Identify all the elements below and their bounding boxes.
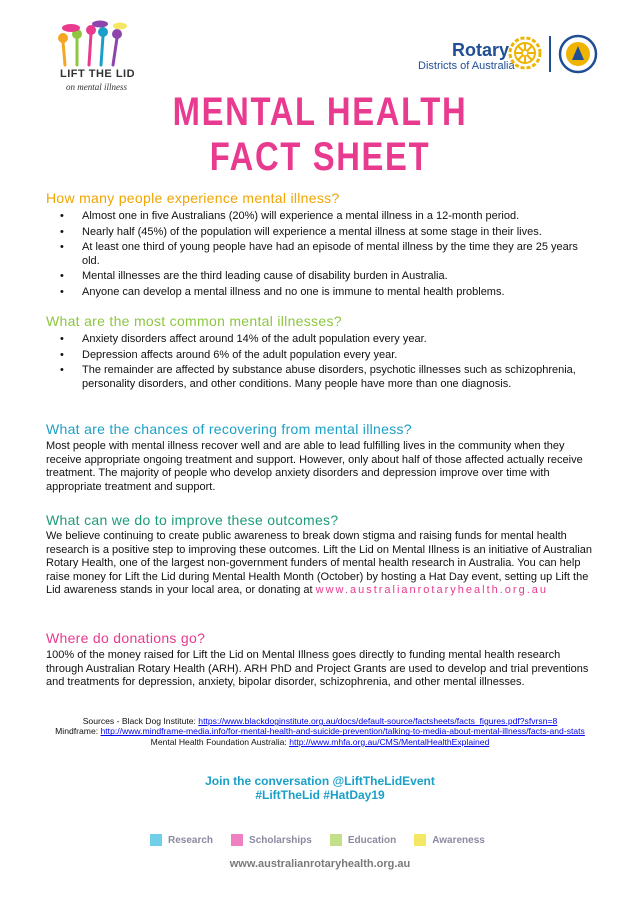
donations-paragraph: 100% of the money raised for Lift the Lid on Mental Illness goes directly to funding mental health research through Australian Rotary Health (ARH). ARH PhD and Project Grants are used to develop and trial preventions and treatments for depression, anxiety, bipolar disorder, schizophrenia, and other mental illnesses.	[46, 649, 589, 689]
source-mindframe	[30, 726, 610, 736]
list-item: • Anxiety disorders affect around 14% of the adult population every year.	[60, 333, 580, 347]
legend-item-education	[330, 832, 396, 848]
source-link-mhfa[interactable]: http://www.mhfa.org.au/CMS/MentalHealthExplained	[289, 736, 490, 747]
education-swatch-icon	[330, 834, 342, 846]
legend-item-research	[150, 832, 213, 848]
raised-hands-icon	[55, 20, 165, 70]
list-item: • Nearly half (45%) of the population will experience a mental illness at some stage in their lives.	[60, 226, 580, 240]
legend-label: Awareness	[432, 834, 485, 846]
arh-website-link[interactable]: www.australianrotaryhealth.org.au	[315, 584, 548, 597]
legend-label: Research	[168, 834, 214, 846]
heading-donations: Where do donations go?	[46, 630, 206, 646]
page-title-line-1: MENTAL HEALTH	[172, 90, 468, 134]
improve-text: We believe continuing to create public awareness to break down stigma and raising funds for mental health research is a positive step to improving these outcomes. Lift the Lid on Mental Illness is an initiative of Australian Rotary Health, one of the largest non-government funders of mental health research in Australia. You can help raise money for Lift the Lid during Mental Health Month (October) by hosting a Hat Day event, setting up Lift the Lid awareness stands in your local area, or donating at	[46, 530, 593, 597]
source-link-mindframe[interactable]: http://www.mindframe-media.info/for-mental-health-and-suicide-prevention/talking-to-media-about-mental-illness/facts-and-stats	[100, 726, 585, 737]
heading-common-illnesses: What are the most common mental illnesses?	[46, 313, 342, 329]
list-item: • Anyone can develop a mental illness and no one is immune to mental health problems.	[60, 286, 580, 300]
social-callout	[0, 774, 640, 802]
footer-website[interactable]: www.australianrotaryhealth.org.au	[229, 858, 411, 870]
list-item: • Mental illnesses are the third leading cause of disability burden in Australia.	[60, 270, 580, 284]
hashtags-line: #LiftTheLid #HatDay19	[255, 788, 385, 802]
rotary-wheel-icon	[508, 36, 542, 70]
source-label: Mental Health Foundation Australia:	[150, 736, 290, 747]
source-label: Sources - Black Dog Institute:	[82, 716, 199, 726]
list-item: • The remainder are affected by substance abuse disorders, psychotic illnesses such as schizophrenia, personality disorders, and other conditions. Many people have more than one diagnosis.	[60, 364, 580, 391]
list-item: • Almost one in five Australians (20%) will experience a mental illness in a 12-month period.	[60, 210, 580, 224]
research-swatch-icon	[150, 834, 162, 846]
lift-the-lid-wordmark: LIFT THE LID	[60, 68, 136, 80]
legend-label: Education	[347, 834, 397, 846]
source-link-black-dog[interactable]: https://www.blackdoginstitute.org.au/docs/default-source/factsheets/facts_figures.pdf?sfvrsn=8	[198, 716, 558, 726]
rotary-wordmark: Rotary	[452, 40, 510, 60]
how-many-list	[60, 210, 580, 301]
rotary-districts: Districts of Australia	[418, 60, 515, 72]
heading-recovering: What are the chances of recovering from mental illness?	[46, 421, 412, 437]
logo-divider	[549, 36, 551, 72]
social-handle-line: Join the conversation @LiftTheLidEvent	[205, 774, 435, 788]
sources-block	[30, 716, 610, 747]
source-label: Mindframe:	[55, 726, 101, 737]
australian-rotary-health-logo	[558, 34, 598, 74]
heading-improve-outcomes: What can we do to improve these outcomes?	[46, 512, 339, 528]
source-mhfa	[30, 737, 610, 747]
scholarships-swatch-icon	[231, 834, 243, 846]
legend-label: Scholarships	[249, 834, 312, 846]
heading-how-many: How many people experience mental illness?	[46, 190, 340, 206]
source-black-dog	[30, 716, 610, 726]
legend-item-scholarships	[231, 832, 312, 848]
legend-item-awareness	[414, 832, 485, 848]
lift-the-lid-tagline: on mental illness	[66, 82, 127, 92]
awareness-swatch-icon	[414, 834, 426, 846]
common-illnesses-list	[60, 333, 580, 393]
list-item: • Depression affects around 6% of the adult population every year.	[60, 349, 580, 363]
list-item: • At least one third of young people have had an episode of mental illness by the time they are 25 years old.	[60, 241, 580, 268]
improve-paragraph	[46, 530, 594, 598]
focus-areas-legend	[150, 832, 485, 848]
recovering-paragraph: Most people with mental illness recover well and are able to lead fulfilling lives in the community when they receive appropriate ongoing treatment and support. However, only about half of those affected actually receive treatment. The majority of people who develop anxiety disorders and depression improve over time with appropriate treatment and support.	[46, 440, 583, 493]
page-title-line-2: FACT SHEET	[209, 135, 431, 179]
